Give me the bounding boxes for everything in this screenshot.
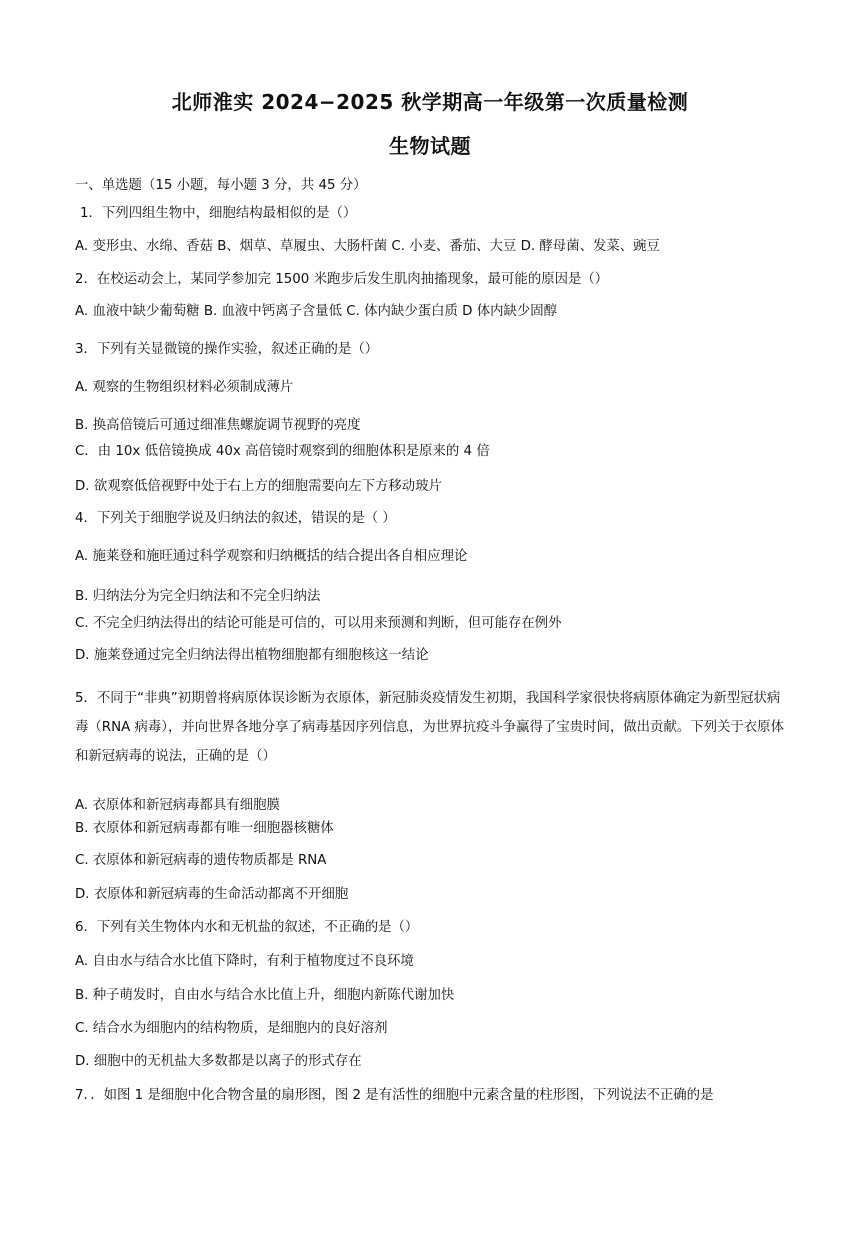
- question-1-options: A. 变形虫、水绵、香菇 B、烟草、草履虫、大肠杆菌 C. 小麦、番茄、大豆 D. 酵母菌、发菜、豌豆: [75, 239, 660, 254]
- question-7-stem: 7．．如图 1 是细胞中化合物含量的扇形图，图 2 是有活性的细胞中元素含量的柱形图，下列说法不正确的是: [75, 1088, 714, 1103]
- question-4-option-d: D. 施莱登通过完全归纳法得出植物细胞都有细胞核这一结论: [75, 648, 429, 663]
- question-5-option-d: D. 衣原体和新冠病毒的生命活动都离不开细胞: [75, 887, 349, 902]
- question-2-stem: 2．在校运动会上，某同学参加完 1500 米跑步后发生肌肉抽搐现象，最可能的原因是（）: [75, 272, 609, 287]
- section-heading: 一、单选题（15 小题，每小题 3 分，共 45 分）: [75, 178, 367, 193]
- question-5-option-c: C. 衣原体和新冠病毒的遗传物质都是 RNA: [75, 853, 327, 868]
- question-4-option-a: A. 施莱登和施旺通过科学观察和归纳概括的结合提出各自相应理论: [75, 549, 468, 564]
- exam-title: 北师淮实 2024−2025 秋学期高一年级第一次质量检测: [171, 90, 689, 114]
- question-6-stem: 6．下列有关生物体内水和无机盐的叙述，不正确的是（）: [75, 920, 419, 935]
- question-3-option-b: B. 换高倍镜后可通过细准焦螺旋调节视野的亮度: [75, 418, 361, 433]
- question-6-option-c: C. 结合水为细胞内的结构物质，是细胞内的良好溶剂: [75, 1021, 388, 1036]
- question-2-options: A. 血液中缺少葡萄糖 B. 血液中钙离子含量低 C. 体内缺少蛋白质 D 体内缺少固醇: [75, 304, 558, 319]
- question-3-option-d: D. 欲观察低倍视野中处于右上方的细胞需要向左下方移动玻片: [75, 479, 442, 494]
- question-4-stem: 4．下列关于细胞学说及归纳法的叙述，错误的是（ ）: [75, 511, 396, 526]
- question-3-option-c: C．由 10x 低倍镜换成 40x 高倍镜时观察到的细胞体积是原来的 4 倍: [75, 444, 490, 459]
- question-4-option-b: B. 归纳法分为完全归纳法和不完全归纳法: [75, 589, 321, 604]
- exam-subtitle: 生物试题: [389, 134, 471, 158]
- question-4-option-c: C. 不完全归纳法得出的结论可能是可信的，可以用来预测和判断，但可能存在例外: [75, 616, 562, 631]
- question-5-option-b: B. 衣原体和新冠病毒都有唯一细胞器核糖体: [75, 821, 334, 836]
- question-6-option-d: D. 细胞中的无机盐大多数都是以离子的形式存在: [75, 1054, 362, 1069]
- question-3-stem: 3．下列有关显微镜的操作实验，叙述正确的是（）: [75, 342, 379, 357]
- question-6-option-b: B. 种子萌发时，自由水与结合水比值上升，细胞内新陈代谢加快: [75, 988, 455, 1003]
- question-3-option-a: A. 观察的生物组织材料必须制成薄片: [75, 380, 294, 395]
- question-1-stem: 1．下列四组生物中，细胞结构最相似的是（）: [80, 206, 357, 221]
- question-6-option-a: A. 自由水与结合水比值下降时，有利于植物度过不良环境: [75, 954, 414, 969]
- question-5-option-a: A. 衣原体和新冠病毒都具有细胞膜: [75, 798, 280, 813]
- question-5-stem: 5．不同于“非典”初期曾将病原体误诊断为衣原体，新冠肺炎疫情发生初期，我国科学家很快将病原体确定为新型冠状病毒（RNA 病毒），并向世界各地分享了病毒基因序列信息，为世界抗疫斗争赢得了宝贵时间，做出贡献。下列关于衣原体和新冠病毒的说法，正确的是（）: [75, 691, 784, 764]
